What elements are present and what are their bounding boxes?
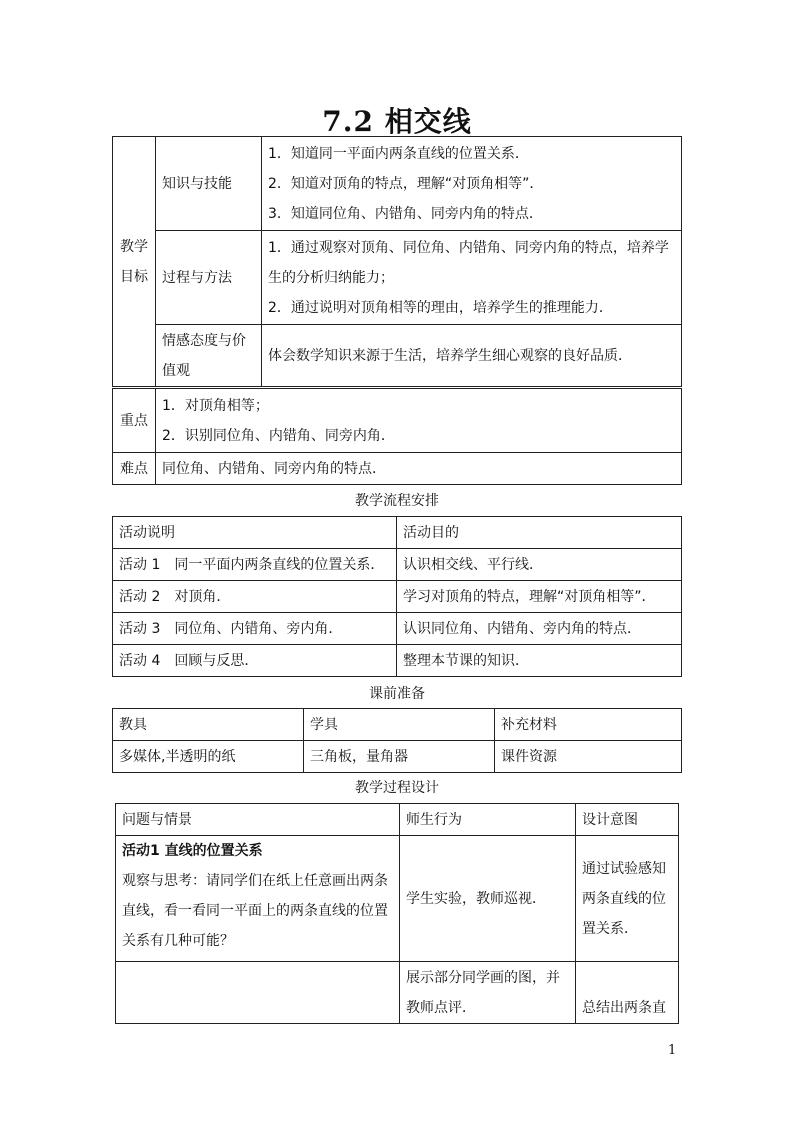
- objective-category: 情感态度与价 值观: [156, 325, 262, 387]
- design-behavior: 展示部分同学画的图，并 教师点评．: [400, 962, 576, 1024]
- flow-header: 活动目的: [397, 517, 682, 549]
- design-header: 问题与情景: [116, 804, 400, 836]
- objectives-label: 教学 目标: [113, 137, 156, 387]
- prep-table: [112, 708, 682, 773]
- flow-activity: 活动 4 回顾与反思．: [113, 645, 397, 677]
- design-table: [115, 803, 679, 1024]
- key-points-label: 重点: [113, 389, 156, 453]
- flow-activity: 活动 1 同一平面内两条直线的位置关系．: [113, 549, 397, 581]
- prep-value: 三角板，量角器: [304, 741, 495, 773]
- flow-section-title: 教学流程安排: [355, 493, 439, 509]
- objective-content: 1．知道同一平面内两条直线的位置关系． 2．知道对顶角的特点，理解“对顶角相等”． 3．知道同位角、内错角、同旁内角的特点．: [262, 137, 682, 231]
- design-intent: 通过试验感知 两条直线的位 置关系．: [576, 836, 679, 962]
- design-header: 师生行为: [400, 804, 576, 836]
- keypoints-table: [112, 388, 682, 485]
- prep-value: 多媒体,半透明的纸: [113, 741, 304, 773]
- flow-purpose: 整理本节课的知识．: [397, 645, 682, 677]
- flow-activity: 活动 3 同位角、内错角、旁内角．: [113, 613, 397, 645]
- objective-content: 1．通过观察对顶角、同位角、内错角、同旁内角的特点，培养学 生的分析归纳能力； 2．通过说明对顶角相等的理由，培养学生的推理能力．: [262, 231, 682, 325]
- objective-category: 过程与方法: [156, 231, 262, 325]
- key-points-content: 1．对顶角相等； 2．识别同位角、内错角、同旁内角．: [156, 389, 682, 453]
- objective-category: 知识与技能: [156, 137, 262, 231]
- flow-activity: 活动 2 对顶角．: [113, 581, 397, 613]
- difficulties-content: 同位角、内错角、同旁内角的特点．: [156, 453, 682, 485]
- flow-purpose: 学习对顶角的特点，理解“对顶角相等”．: [397, 581, 682, 613]
- design-behavior: 学生实验，教师巡视．: [400, 836, 576, 962]
- flow-header: 活动说明: [113, 517, 397, 549]
- design-intent: 总结出两条直: [576, 962, 679, 1024]
- page-number: 1: [668, 1043, 677, 1058]
- page-title: 7.2 相交线: [322, 105, 472, 138]
- objectives-table: [112, 136, 682, 387]
- design-question-empty: [116, 962, 400, 1024]
- prep-header: 教具: [113, 709, 304, 741]
- difficulties-label: 难点: [113, 453, 156, 485]
- prep-header: 学具: [304, 709, 495, 741]
- prep-section-title: 课前准备: [369, 686, 425, 702]
- flow-purpose: 认识相交线、平行线．: [397, 549, 682, 581]
- flow-purpose: 认识同位角、内错角、旁内角的特点．: [397, 613, 682, 645]
- flow-table: [112, 516, 682, 677]
- design-question: 活动1 直线的位置关系 观察与思考：请同学们在纸上任意画出两条 直线，看一看同一平面上的两条直线的位置 关系有几种可能？: [116, 836, 400, 962]
- design-section-title: 教学过程设计: [355, 780, 439, 796]
- prep-header: 补充材料: [495, 709, 682, 741]
- prep-value: 课件资源: [495, 741, 682, 773]
- design-header: 设计意图: [576, 804, 679, 836]
- objective-content: 体会数学知识来源于生活，培养学生细心观察的良好品质．: [262, 325, 682, 387]
